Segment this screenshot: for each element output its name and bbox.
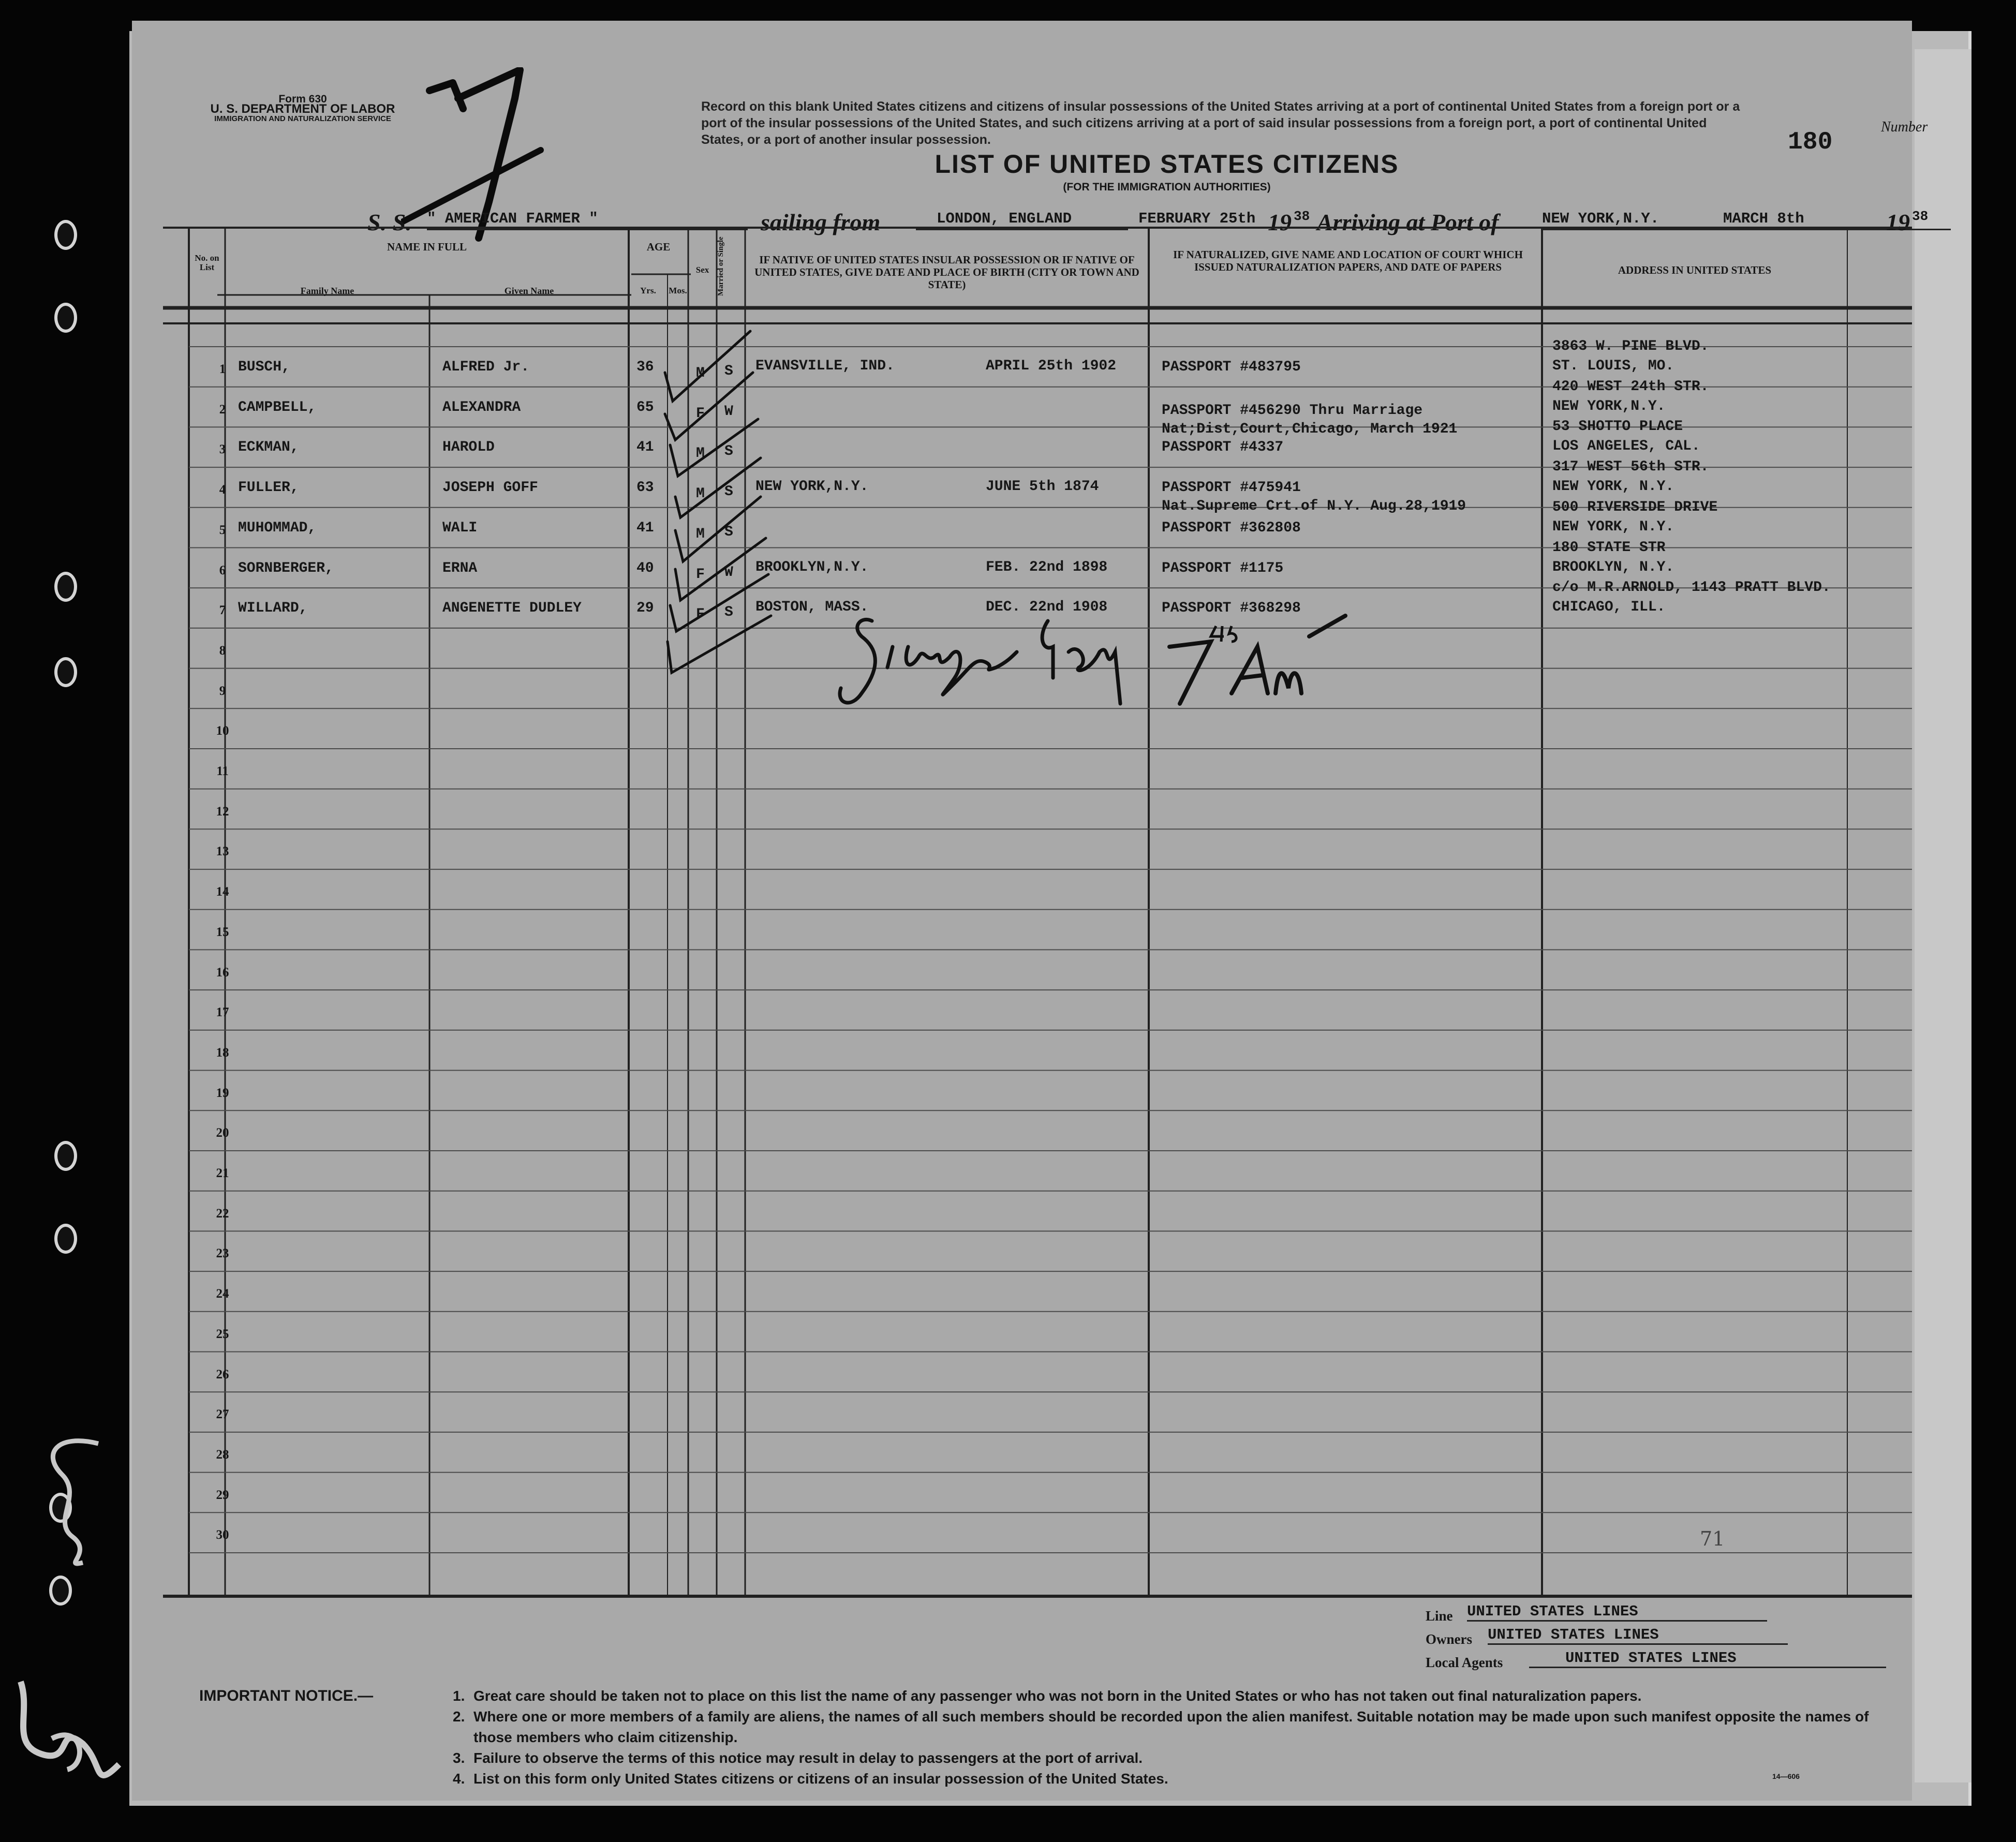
- marital-status: S: [724, 363, 733, 379]
- birth-date: APRIL 25th 1902: [986, 358, 1117, 374]
- punch-hole: [54, 572, 77, 602]
- manifest-page: [132, 21, 1929, 1801]
- sex: F: [696, 405, 705, 422]
- birth-place: BROOKLYN,N.Y.: [755, 559, 869, 575]
- notice-number: 2.: [453, 1709, 465, 1725]
- row-number: 9: [219, 684, 226, 698]
- departure-date: FEBRUARY 25th: [1138, 210, 1256, 227]
- naturalization-papers: PASSPORT #362808: [1162, 519, 1301, 536]
- row-number: 21: [216, 1166, 229, 1180]
- arrival-year-prefix: 19: [1886, 209, 1910, 235]
- marital-status: S: [724, 604, 733, 621]
- local-agents-label: Local Agents: [1426, 1655, 1503, 1670]
- address-line: 420 WEST 24th STR.: [1552, 378, 1709, 395]
- form-identifier: [194, 94, 411, 124]
- address-line: CHICAGO, ILL.: [1552, 599, 1666, 616]
- row-number: 16: [216, 965, 229, 979]
- given-name: HAROLD: [442, 439, 495, 456]
- sex: F: [696, 606, 705, 623]
- row-number: 19: [216, 1086, 229, 1100]
- print-code: 14—606: [1772, 1772, 1800, 1780]
- naturalization-papers: PASSPORT #1175: [1162, 560, 1284, 576]
- header-naturalized: IF NATURALIZED, GIVE NAME AND LOCATION OF COURT WHICH ISSUED NATURALIZATION PAPERS, AND DATE OF PAPERS: [1173, 248, 1523, 273]
- row-number: 17: [216, 1005, 229, 1020]
- naturalization-papers: Nat;Dist,Court,Chicago, March 1921: [1162, 421, 1458, 437]
- row-number: 23: [216, 1246, 229, 1261]
- sailing-label: sailing from: [761, 209, 881, 235]
- marital-status: S: [724, 484, 733, 500]
- pencil-page-number: 71: [1700, 1527, 1725, 1550]
- department-name: U. S. DEPARTMENT OF LABOR: [210, 102, 395, 116]
- age-years: 29: [636, 600, 654, 617]
- row-number: 11: [216, 764, 229, 778]
- row-number: 13: [216, 844, 229, 859]
- notice-title: IMPORTANT NOTICE.—: [199, 1687, 374, 1704]
- time-stamp-mark: [1154, 590, 1351, 709]
- address-line: 180 STATE STR: [1552, 539, 1666, 556]
- inspector-signature: [831, 600, 1151, 719]
- row-number: 29: [216, 1488, 229, 1502]
- sailing-from: LONDON, ENGLAND: [916, 209, 1128, 230]
- arrival-port: NEW YORK,N.Y.: [1542, 209, 1951, 230]
- header-family-name: Family Name: [300, 286, 354, 296]
- row-number: 20: [216, 1126, 229, 1140]
- owners-value: UNITED STATES LINES: [1488, 1626, 1788, 1645]
- back-sheet-edge: [1915, 49, 1971, 1782]
- punch-hole: [54, 220, 77, 250]
- address-line: NEW YORK,N.Y.: [1552, 398, 1666, 414]
- row-number: 12: [216, 804, 229, 819]
- header-no-on-list: No. on List: [195, 253, 219, 272]
- row-number: 26: [216, 1367, 229, 1382]
- header-yrs: Yrs.: [640, 286, 656, 295]
- row-number: 27: [216, 1407, 229, 1422]
- owners-label: Owners: [1426, 1631, 1472, 1647]
- row-number: 24: [216, 1287, 229, 1301]
- family-name: CAMPBELL,: [238, 399, 317, 415]
- marital-status: W: [724, 564, 733, 581]
- margin-scribble: [0, 1433, 135, 1795]
- header-birth: IF NATIVE OF UNITED STATES INSULAR POSSESSION OR IF NATIVE OF UNITED STATES, GIVE DATE AND PLACE OF BIRTH (CITY OR TOWN AND STATE): [754, 254, 1139, 291]
- notice-item: [453, 1686, 1896, 1706]
- row-number: 28: [216, 1447, 229, 1462]
- line-label: Line: [1426, 1608, 1453, 1624]
- given-name: ERNA: [442, 560, 478, 576]
- naturalization-papers: PASSPORT #475941: [1162, 480, 1301, 496]
- departure-year: 38: [1294, 209, 1310, 224]
- address-line: c/o M.R.ARNOLD, 1143 PRATT BLVD.: [1552, 580, 1831, 596]
- header-given-name: Given Name: [504, 286, 554, 296]
- notice-text: Great care should be taken not to place on this list the name of any passenger who was not born in the United States or who has not taken out final naturalization papers.: [473, 1688, 1642, 1704]
- family-name: BUSCH,: [238, 359, 290, 375]
- naturalization-papers: PASSPORT #4337: [1162, 439, 1284, 456]
- address-line: 500 RIVERSIDE DRIVE: [1552, 499, 1718, 515]
- notice-text: Failure to observe the terms of this notice may result in delay to passengers at the port of arrival.: [473, 1750, 1143, 1766]
- punch-hole: [54, 1224, 77, 1254]
- address-line: LOS ANGELES, CAL.: [1552, 438, 1700, 455]
- age-years: 41: [636, 519, 654, 536]
- page-title: LIST OF UNITED STATES CITIZENS: [935, 150, 1399, 179]
- sex: F: [696, 566, 705, 583]
- family-name: WILLARD,: [238, 600, 308, 617]
- page-subtitle: (FOR THE IMMIGRATION AUTHORITIES): [1063, 181, 1271, 193]
- marital-status: S: [724, 524, 733, 540]
- service-name: IMMIGRATION AND NATURALIZATION SERVICE: [214, 114, 391, 123]
- list-number: 180: [1788, 128, 1833, 156]
- row-number: 10: [216, 724, 229, 738]
- sex: M: [696, 365, 705, 381]
- number-label: Number: [1881, 119, 1928, 135]
- address-line: NEW YORK, N.Y.: [1552, 518, 1674, 535]
- family-name: SORNBERGER,: [238, 560, 334, 576]
- given-name: WALI: [442, 519, 478, 536]
- row-number: 18: [216, 1045, 229, 1060]
- age-years: 65: [636, 399, 654, 415]
- row-number: 30: [216, 1528, 229, 1542]
- naturalization-papers: Nat.Supreme Crt.of N.Y. Aug.28,1919: [1162, 498, 1466, 515]
- given-name: ALFRED Jr.: [442, 359, 530, 375]
- notice-text: Where one or more members of a family are aliens, the names of all such members should be recorded upon the alien manifest. Suitable notation may be made upon such manifest opposite the names of those members who claim citizenship.: [473, 1709, 1869, 1745]
- form-instructions: Record on this blank United States citizens and citizens of insular possessions of the United States arriving at a port of continental United States from a foreign port or a port of the insular possessions of the United States, and such citizens arriving at a port of said insular possessions from a foreign port, a port of continental United States, or a port of another insular possession.: [701, 99, 1740, 147]
- notice-item: [453, 1748, 1896, 1769]
- voyage-line: [367, 199, 1946, 235]
- notice-item: [453, 1706, 1896, 1748]
- birth-place: BOSTON, MASS.: [755, 599, 869, 616]
- marital-status: S: [724, 443, 733, 460]
- arrival-date: MARCH 8th: [1723, 210, 1804, 227]
- naturalization-papers: PASSPORT #483795: [1162, 359, 1301, 375]
- row-number: 7: [219, 603, 226, 618]
- notice-text: List on this form only United States citizens or citizens of an insular possession of the United States.: [473, 1771, 1168, 1787]
- family-name: ECKMAN,: [238, 439, 299, 456]
- punch-hole: [54, 303, 77, 333]
- family-name: MUHOMMAD,: [238, 519, 317, 536]
- header-married-or-single: Married or Single: [717, 236, 725, 296]
- line-value: UNITED STATES LINES: [1467, 1603, 1767, 1622]
- address-line: 317 WEST 56th STR.: [1552, 459, 1709, 476]
- given-name: JOSEPH GOFF: [442, 480, 538, 496]
- row-number: 6: [219, 563, 226, 577]
- birth-place: EVANSVILLE, IND.: [755, 358, 895, 374]
- address-line: BROOKLYN, N.Y.: [1552, 559, 1674, 575]
- arrival-year: 38: [1912, 209, 1929, 224]
- punch-hole: [54, 1141, 77, 1171]
- arriving-label: Arriving at Port of: [1317, 209, 1499, 235]
- sex: M: [696, 445, 705, 462]
- age-years: 36: [636, 359, 654, 375]
- row-number: 22: [216, 1206, 229, 1221]
- sex: M: [696, 486, 705, 502]
- local-agents-value: UNITED STATES LINES: [1529, 1650, 1886, 1668]
- address-line: NEW YORK, N.Y.: [1552, 479, 1674, 495]
- birth-date: DEC. 22nd 1908: [986, 599, 1108, 616]
- age-years: 63: [636, 480, 654, 496]
- sex: M: [696, 526, 705, 542]
- row-number: 8: [219, 643, 226, 658]
- row-number: 2: [219, 402, 226, 417]
- marital-status: W: [724, 403, 733, 420]
- header-address: ADDRESS IN UNITED STATES: [1618, 264, 1772, 276]
- naturalization-papers: PASSPORT #456290 Thru Marriage: [1162, 402, 1423, 419]
- notice-number: 3.: [453, 1750, 465, 1766]
- age-years: 41: [636, 439, 654, 456]
- form-number: Form 630: [278, 93, 327, 105]
- address-line: 3863 W. PINE BLVD.: [1552, 338, 1709, 354]
- address-line: ST. LOUIS, MO.: [1552, 358, 1674, 374]
- notice-item: [453, 1769, 1896, 1789]
- given-name: ANGENETTE DUDLEY: [442, 600, 582, 617]
- ss-label: S. S.: [367, 209, 412, 235]
- header-age: AGE: [646, 241, 671, 253]
- row-number: 14: [216, 885, 229, 899]
- age-years: 40: [636, 560, 654, 576]
- row-number: 25: [216, 1327, 229, 1341]
- address-line: 53 SHOTTO PLACE: [1552, 419, 1683, 435]
- birth-date: FEB. 22nd 1898: [986, 559, 1108, 575]
- notice-number: 4.: [453, 1771, 465, 1787]
- header-sex: Sex: [695, 265, 709, 275]
- given-name: ALEXANDRA: [442, 399, 521, 415]
- row-number: 5: [219, 523, 226, 537]
- row-number: 4: [219, 483, 226, 497]
- row-number: 1: [219, 362, 226, 376]
- header-mos: Mos.: [669, 286, 687, 295]
- family-name: FULLER,: [238, 480, 299, 496]
- row-number: 3: [219, 442, 226, 457]
- row-number: 15: [216, 925, 229, 939]
- punch-hole: [54, 657, 77, 687]
- birth-date: JUNE 5th 1874: [986, 479, 1099, 495]
- ship-name: " AMERICAN FARMER ": [427, 209, 748, 230]
- birth-place: NEW YORK,N.Y.: [755, 479, 869, 495]
- naturalization-papers: PASSPORT #368298: [1162, 600, 1301, 617]
- departure-year-prefix: 19: [1268, 209, 1292, 235]
- notice-number: 1.: [453, 1688, 465, 1704]
- header-name-in-full: NAME IN FULL: [387, 241, 467, 253]
